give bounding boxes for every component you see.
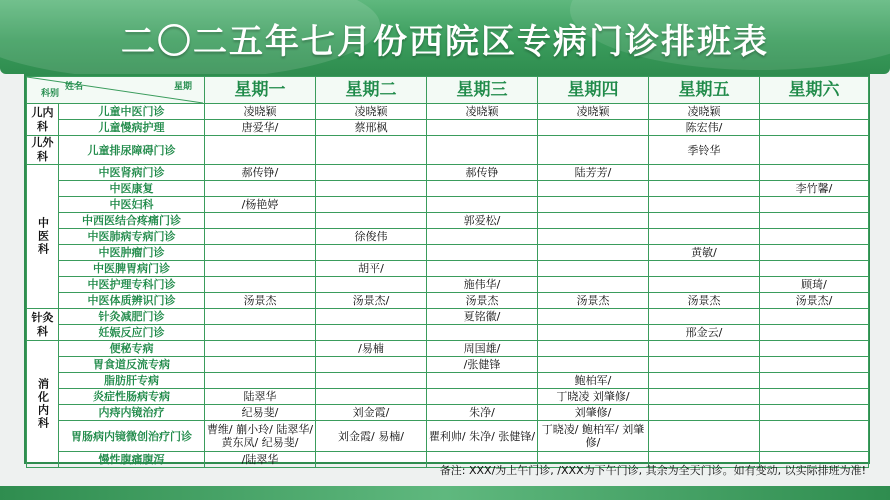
doctor-cell: [649, 213, 760, 229]
doctor-cell: 刘肇修/: [538, 405, 649, 421]
clinic-name-cell: 儿童慢病护理: [59, 120, 205, 136]
table-row: [27, 213, 869, 229]
table-row: [27, 245, 869, 261]
doctor-cell: [205, 357, 316, 373]
doctor-cell: [316, 357, 427, 373]
doctor-cell: 丁晓凌/ 鲍柏军/ 刘肇修/: [538, 421, 649, 452]
doctor-cell: [316, 389, 427, 405]
doctor-cell: [538, 213, 649, 229]
doctor-cell: 凌晓颖: [427, 104, 538, 120]
doctor-cell: [316, 197, 427, 213]
table-row: [27, 104, 869, 120]
clinic-name-cell: 中医护理专科门诊: [59, 277, 205, 293]
doctor-cell: [538, 341, 649, 357]
doctor-cell: [760, 104, 869, 120]
clinic-name-cell: 中医妇科: [59, 197, 205, 213]
doctor-cell: 施伟华/: [427, 277, 538, 293]
doctor-cell: [316, 245, 427, 261]
doctor-cell: [427, 325, 538, 341]
clinic-name-cell: 内痔内镜治疗: [59, 405, 205, 421]
clinic-name-cell: 妊娠反应门诊: [59, 325, 205, 341]
doctor-cell: [760, 136, 869, 165]
doctor-cell: [538, 197, 649, 213]
doctor-cell: [205, 325, 316, 341]
doctor-cell: [649, 277, 760, 293]
doctor-cell: 夏铭徽/: [427, 309, 538, 325]
table-row: [27, 165, 869, 181]
doctor-cell: [205, 229, 316, 245]
doctor-cell: 瞿利帅/ 朱净/ 张健锋/: [427, 421, 538, 452]
doctor-cell: 汤景杰/: [316, 293, 427, 309]
doctor-cell: [538, 120, 649, 136]
day-header: 星期二: [316, 77, 427, 104]
doctor-cell: [760, 261, 869, 277]
doctor-cell: 凌晓颖: [538, 104, 649, 120]
header-row: [27, 77, 869, 104]
table-row: [27, 373, 869, 389]
doctor-cell: [205, 277, 316, 293]
clinic-name-cell: 中医康复: [59, 181, 205, 197]
corner-header: [27, 77, 205, 104]
doctor-cell: [760, 120, 869, 136]
corner-name-label: 姓名: [65, 82, 84, 92]
doctor-cell: [427, 245, 538, 261]
clinic-name-cell: 针灸减肥门诊: [59, 309, 205, 325]
doctor-cell: 李竹馨/: [760, 181, 869, 197]
doctor-cell: [538, 229, 649, 245]
footer-band: [0, 486, 890, 500]
doctor-cell: /易楠: [316, 341, 427, 357]
doctor-cell: [760, 389, 869, 405]
doctor-cell: 丁晓凌 刘肇修/: [538, 389, 649, 405]
doctor-cell: 凌晓颖: [316, 104, 427, 120]
clinic-name-cell: 中西医结合疼痛门诊: [59, 213, 205, 229]
doctor-cell: [649, 405, 760, 421]
table-row: [27, 293, 869, 309]
doctor-cell: 周国雄/: [427, 341, 538, 357]
clinic-name-cell: 中医肺病专病门诊: [59, 229, 205, 245]
clinic-name-cell: 胃食道反流专病: [59, 357, 205, 373]
doctor-cell: [760, 373, 869, 389]
doctor-cell: 顾琦/: [760, 277, 869, 293]
table-row: [27, 357, 869, 373]
doctor-cell: [649, 389, 760, 405]
doctor-cell: [316, 325, 427, 341]
department-cell: 儿内科: [27, 104, 59, 136]
table-row: [27, 197, 869, 213]
doctor-cell: 汤景杰/: [760, 293, 869, 309]
doctor-cell: [538, 277, 649, 293]
doctor-cell: /陆翠华: [205, 452, 316, 468]
doctor-cell: [538, 181, 649, 197]
corner-day-label: 星期: [173, 82, 192, 92]
day-header: 星期四: [538, 77, 649, 104]
doctor-cell: [649, 165, 760, 181]
doctor-cell: [760, 245, 869, 261]
doctor-cell: [760, 197, 869, 213]
doctor-cell: [205, 245, 316, 261]
doctor-cell: 朱净/: [427, 405, 538, 421]
clinic-name-cell: 儿童中医门诊: [59, 104, 205, 120]
department-cell: 儿外科: [27, 136, 59, 165]
table-row: [27, 405, 869, 421]
title-banner: [0, 0, 890, 74]
doctor-cell: [316, 373, 427, 389]
doctor-cell: [205, 373, 316, 389]
doctor-cell: 汤景杰: [538, 293, 649, 309]
clinic-name-cell: 中医肿瘤门诊: [59, 245, 205, 261]
doctor-cell: 刘金霞/ 易楠/: [316, 421, 427, 452]
doctor-cell: [649, 341, 760, 357]
doctor-cell: 郝传铮/: [205, 165, 316, 181]
table-row: [27, 341, 869, 357]
doctor-cell: /张健锋: [427, 357, 538, 373]
doctor-cell: [538, 261, 649, 277]
doctor-cell: 陈宏伟/: [649, 120, 760, 136]
table-row: [27, 229, 869, 245]
doctor-cell: [760, 229, 869, 245]
doctor-cell: [538, 325, 649, 341]
doctor-cell: [427, 197, 538, 213]
doctor-cell: 汤景杰: [649, 293, 760, 309]
doctor-cell: [649, 357, 760, 373]
doctor-cell: [427, 261, 538, 277]
doctor-cell: [205, 213, 316, 229]
doctor-cell: [427, 229, 538, 245]
doctor-cell: [427, 120, 538, 136]
doctor-cell: [760, 357, 869, 373]
doctor-cell: [205, 181, 316, 197]
day-header: 星期一: [205, 77, 316, 104]
doctor-cell: [649, 229, 760, 245]
schedule-table-container: [24, 74, 870, 464]
doctor-cell: [649, 197, 760, 213]
doctor-cell: [760, 421, 869, 452]
schedule-body: [27, 104, 869, 468]
doctor-cell: [316, 181, 427, 197]
doctor-cell: 刘金霞/: [316, 405, 427, 421]
doctor-cell: 纪易斐/: [205, 405, 316, 421]
doctor-cell: [316, 136, 427, 165]
footnote: 备注: XXX/为上午门诊, /XXX为下午门诊, 其余为全天门诊。如有变动, 以实际排班为准!: [439, 464, 866, 477]
page-title: 二〇二五年七月份西院区专病门诊排班表: [121, 22, 769, 62]
doctor-cell: [760, 325, 869, 341]
doctor-cell: 郝传铮: [427, 165, 538, 181]
doctor-cell: 陆芳芳/: [538, 165, 649, 181]
doctor-cell: [427, 389, 538, 405]
clinic-name-cell: 慢性腹痛腹泻: [59, 452, 205, 468]
doctor-cell: 蔡邢枫: [316, 120, 427, 136]
table-row: [27, 120, 869, 136]
day-header: 星期六: [760, 77, 869, 104]
day-header: 星期三: [427, 77, 538, 104]
doctor-cell: [649, 373, 760, 389]
corner-dept-label: 科别: [41, 89, 60, 99]
doctor-cell: [205, 261, 316, 277]
table-row: [27, 136, 869, 165]
doctor-cell: [205, 341, 316, 357]
doctor-cell: [427, 181, 538, 197]
doctor-cell: 凌晓颖: [649, 104, 760, 120]
table-row: [27, 277, 869, 293]
doctor-cell: [316, 213, 427, 229]
doctor-cell: [760, 405, 869, 421]
department-cell: 中医科: [27, 165, 59, 309]
doctor-cell: [649, 261, 760, 277]
doctor-cell: 汤景杰: [427, 293, 538, 309]
doctor-cell: [205, 136, 316, 165]
clinic-name-cell: 胃肠病内镜微创治疗门诊: [59, 421, 205, 452]
doctor-cell: 邢金云/: [649, 325, 760, 341]
doctor-cell: [538, 136, 649, 165]
doctor-cell: [316, 165, 427, 181]
doctor-cell: [538, 357, 649, 373]
doctor-cell: 陆翠华: [205, 389, 316, 405]
doctor-cell: 汤景杰: [205, 293, 316, 309]
doctor-cell: 凌晓颖: [205, 104, 316, 120]
doctor-cell: [760, 341, 869, 357]
doctor-cell: [649, 309, 760, 325]
schedule-table: [26, 76, 869, 468]
clinic-name-cell: 中医体质辨识门诊: [59, 293, 205, 309]
department-cell: 针灸科: [27, 309, 59, 341]
doctor-cell: 郭爱松/: [427, 213, 538, 229]
day-header: 星期五: [649, 77, 760, 104]
doctor-cell: [538, 245, 649, 261]
doctor-cell: 唐爱华/: [205, 120, 316, 136]
table-row: [27, 389, 869, 405]
doctor-cell: [427, 136, 538, 165]
doctor-cell: 曹维/ 蒯小玲/ 陆翠华/ 黄东凤/ 纪易斐/: [205, 421, 316, 452]
doctor-cell: 鲍柏军/: [538, 373, 649, 389]
clinic-name-cell: 中医脾胃病门诊: [59, 261, 205, 277]
clinic-name-cell: 中医肾病门诊: [59, 165, 205, 181]
table-row: [27, 421, 869, 452]
table-row: [27, 325, 869, 341]
doctor-cell: 季铃华: [649, 136, 760, 165]
doctor-cell: 黄敏/: [649, 245, 760, 261]
doctor-cell: [649, 181, 760, 197]
clinic-name-cell: 儿童排尿障碍门诊: [59, 136, 205, 165]
table-row: [27, 181, 869, 197]
department-cell: 消化内科: [27, 341, 59, 468]
clinic-name-cell: 便秘专病: [59, 341, 205, 357]
table-row: [27, 309, 869, 325]
doctor-cell: /杨艳婷: [205, 197, 316, 213]
doctor-cell: 徐俊伟: [316, 229, 427, 245]
doctor-cell: [760, 165, 869, 181]
doctor-cell: [538, 309, 649, 325]
doctor-cell: 胡平/: [316, 261, 427, 277]
doctor-cell: [316, 309, 427, 325]
doctor-cell: [760, 213, 869, 229]
doctor-cell: [760, 309, 869, 325]
clinic-name-cell: 脂肪肝专病: [59, 373, 205, 389]
doctor-cell: [649, 421, 760, 452]
table-row: [27, 261, 869, 277]
doctor-cell: [205, 309, 316, 325]
doctor-cell: [316, 277, 427, 293]
doctor-cell: [427, 373, 538, 389]
clinic-name-cell: 炎症性肠病专病: [59, 389, 205, 405]
